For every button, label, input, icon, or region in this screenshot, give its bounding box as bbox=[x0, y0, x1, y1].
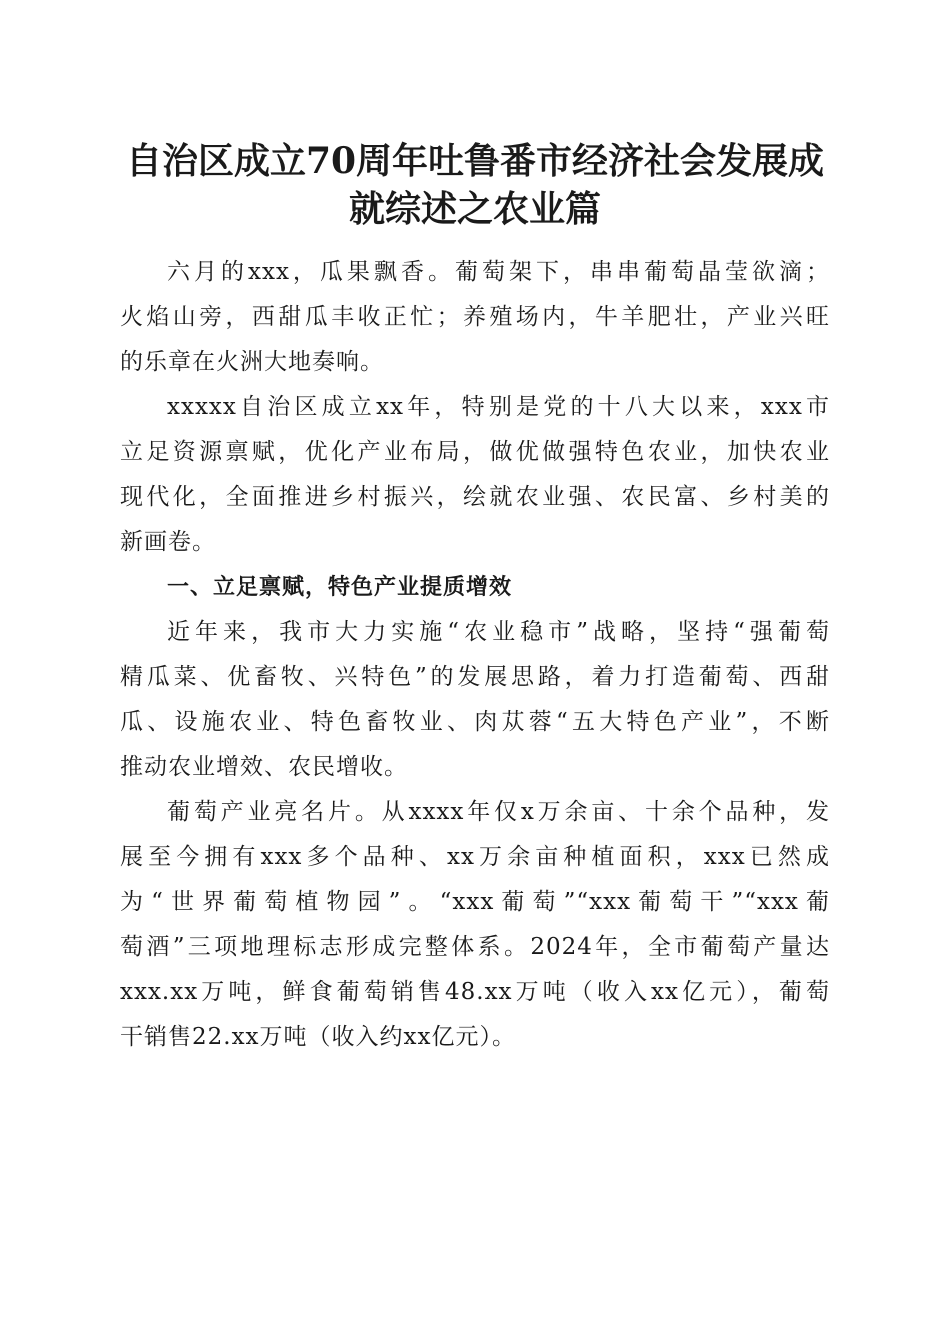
text-line: 立足资源禀赋，优化产业布局，做优做强特色农业，加快农业 bbox=[120, 439, 830, 465]
section-heading: 一、立足禀赋，特色产业提质增效 bbox=[167, 575, 513, 600]
text-line: 为“世界葡萄植物园”。“xxx葡萄”“xxx葡萄干”“xxx葡 bbox=[120, 889, 830, 915]
text-line: 展至今拥有xxx多个品种、xx万余亩种植面积，xxx已然成 bbox=[120, 844, 830, 870]
text-line: 干销售22.xx万吨（收入约xx亿元）。 bbox=[120, 1024, 516, 1050]
text-line: 葡萄产业亮名片。从xxxx年仅x万余亩、十余个品种，发 bbox=[167, 799, 830, 825]
text-line: 瓜、设施农业、特色畜牧业、肉苁蓉“五大特色产业”，不断 bbox=[120, 709, 830, 735]
title-line: 就综述之农业篇 bbox=[348, 188, 601, 230]
text-line: 的乐章在火洲大地奏响。 bbox=[120, 349, 384, 375]
document-body bbox=[120, 250, 830, 1060]
overview-paragraph bbox=[120, 385, 830, 565]
text-line: 现代化，全面推进乡村振兴，绘就农业强、农民富、乡村美的 bbox=[120, 484, 830, 510]
intro-paragraph bbox=[120, 250, 830, 385]
section-paragraph bbox=[120, 610, 830, 790]
text-line: xxx.xx万吨，鲜食葡萄销售48.xx万吨（收入xx亿元），葡萄 bbox=[120, 979, 830, 1005]
text-line: 新画卷。 bbox=[120, 529, 216, 555]
text-line: 近年来，我市大力实施“农业稳市”战略，坚持“强葡萄 bbox=[167, 619, 830, 645]
title-line: 自治区成立70周年吐鲁番市经济社会发展成 bbox=[125, 140, 825, 182]
text-line: 六月的xxx，瓜果飘香。葡萄架下，串串葡萄晶莹欲滴； bbox=[167, 259, 830, 285]
text-line: 萄酒”三项地理标志形成完整体系。2024年，全市葡萄产量达 bbox=[120, 934, 830, 960]
text-line: 推动农业增效、农民增收。 bbox=[120, 754, 408, 780]
text-line: 火焰山旁，西甜瓜丰收正忙；养殖场内，牛羊肥壮，产业兴旺 bbox=[120, 304, 830, 330]
grape-paragraph bbox=[120, 790, 830, 1060]
text-line: xxxxx自治区成立xx年，特别是党的十八大以来，xxx市 bbox=[167, 394, 830, 420]
text-line: 精瓜菜、优畜牧、兴特色”的发展思路，着力打造葡萄、西甜 bbox=[120, 664, 830, 690]
document-title bbox=[120, 137, 830, 233]
